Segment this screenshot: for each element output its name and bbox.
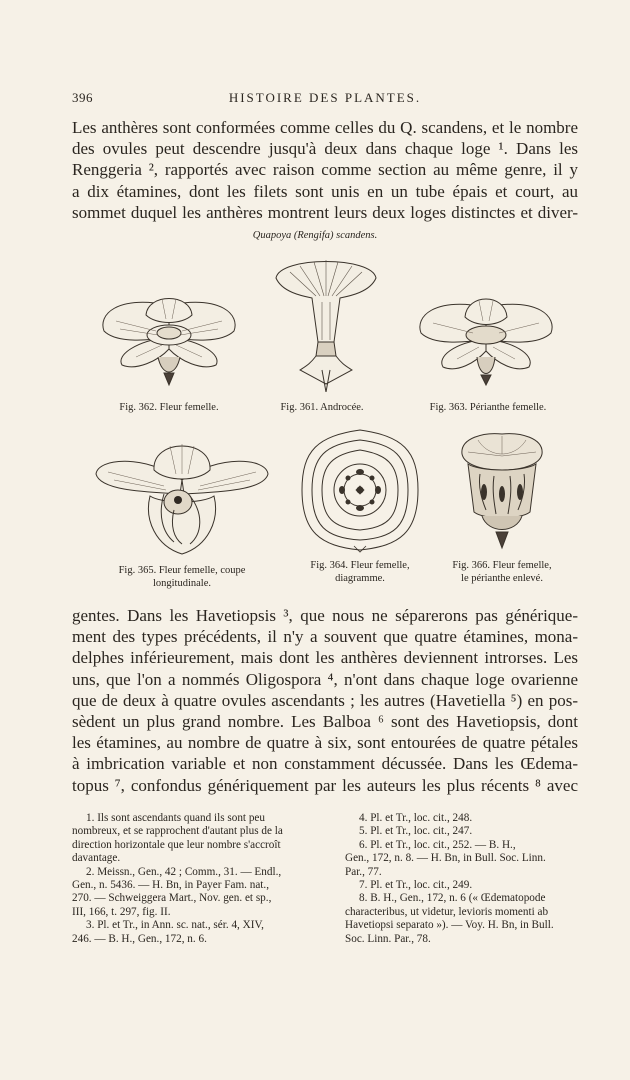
caption-line: Fig. 361. Androcée. <box>280 402 364 413</box>
caption-line: Fig. 362. Fleur femelle. <box>119 402 219 413</box>
figure-364-floral-diagram <box>298 428 422 554</box>
footnote-line: 8. B. H., Gen., 172, n. 6 (« Œdematopode <box>359 892 546 905</box>
caption-fig-361 <box>252 402 392 415</box>
footnote-line: Gen., n. 5436. — H. Bn, in Payer Fam. nat., <box>72 879 270 892</box>
footnote-line: davantage. <box>72 852 121 865</box>
footnote-line: 270. — Schweiggera Mart., Nov. gen. et sp., <box>72 892 272 905</box>
text-line: uns, que l'on a nommés Oligospora ⁴, n'ont dans chaque loge ovarienne <box>72 669 578 689</box>
perianth-illustration <box>413 285 559 389</box>
figure-group-title: Quapoya (Rengifa) scandens. <box>252 230 378 241</box>
text-line: que de deux à quatre ovules ascendants ; les autres (Havetiella ⁵) en pos- <box>72 690 578 710</box>
caption-line: diagramme. <box>335 572 385 584</box>
paragraph-1 <box>72 117 578 223</box>
figure-362-female-flower <box>96 285 242 389</box>
pistil-illustration <box>454 430 550 554</box>
figure-366-perianth-removed <box>454 430 550 554</box>
footnote-line: 5. Pl. et Tr., loc. cit., 247. <box>359 825 473 838</box>
caption-line: le périanthe enlevé. <box>461 572 543 584</box>
footnotes-right-column <box>345 812 581 946</box>
footnote-line: 4. Pl. et Tr., loc. cit., 248. <box>359 812 473 824</box>
footnote-line: 7. Pl. et Tr., loc. cit., 249. <box>359 879 473 892</box>
figure-361-androecium <box>270 252 382 392</box>
text-line: a dix étamines, dont les filets sont unis en un tube épais et court, au <box>72 181 578 201</box>
text-line: Renggeria ², rapportés avec raison comme section au même genre, il y <box>72 160 578 180</box>
paragraph-2 <box>72 605 578 796</box>
footnote-line: 246. — B. H., Gen., 172, n. 6. <box>72 932 207 945</box>
footnote-line: direction horizontale que leur nombre s'accroît <box>72 838 281 851</box>
footnote-line: 6. Pl. et Tr., loc. cit., 252. — B. H., <box>359 838 516 851</box>
text-line: gentes. Dans les Havetiopsis ³, que nous ne séparerons pas générique- <box>72 606 578 625</box>
caption-line: Fig. 365. Fleur femelle, coupe <box>118 565 246 576</box>
running-header <box>72 90 578 108</box>
text-line: ment des types précédents, il n'y a souvent que quatre étamines, mona- <box>72 627 578 647</box>
caption-fig-365 <box>94 565 270 590</box>
flower-illustration <box>96 285 242 389</box>
footnote-line: characteribus, ut videtur, levioris momenti ab <box>345 905 549 918</box>
text-line: à imbrication variable et non constamment décussée. Dans les Œdema- <box>72 754 578 774</box>
text-line: sommet duquel les anthères montrent leurs deux loges distinctes et diver- <box>72 202 578 222</box>
text-line: des ovules peut descendre jusqu'à deux dans chaque loge ¹. Dans les <box>72 139 578 159</box>
caption-line: longitudinale. <box>152 577 212 589</box>
caption-fig-363 <box>410 402 566 415</box>
caption-fig-366 <box>432 560 572 585</box>
footnote-line: III, 166, t. 297, fig. II. <box>72 905 171 918</box>
text-line: delphes inférieurement, mais dont les anthères deviennent introrses. Les <box>72 648 578 668</box>
caption-line: Fig. 364. Fleur femelle, <box>310 560 410 571</box>
section-illustration <box>94 434 270 560</box>
footnote-line: Soc. Linn. Par., 78. <box>345 932 431 945</box>
caption-line: Fig. 363. Périanthe femelle. <box>429 402 547 413</box>
page-number: 396 <box>72 90 93 105</box>
figure-363-female-perianth <box>413 285 559 389</box>
text-line: sèdent un plus grand nombre. Les Balboa ⁶ sont des Havetiopsis, dont <box>72 712 578 732</box>
footnote-line: Par., 77. <box>345 865 382 878</box>
footnote-line: 2. Meissn., Gen., 42 ; Comm., 31. — Endl., <box>86 865 282 878</box>
androecium-illustration <box>270 252 382 392</box>
footnote-line: 1. Ils sont ascendants quand ils sont peu <box>86 812 265 824</box>
text-line: topus ⁷, confondus génériquement par les auteurs les plus récents ⁸ avec <box>72 775 578 795</box>
footnote-line: 3. Pl. et Tr., in Ann. sc. nat., sér. 4, XIV, <box>86 919 264 932</box>
figure-365-longitudinal-section <box>94 434 270 560</box>
caption-fig-362 <box>96 402 242 415</box>
text-line: Les anthères sont conformées comme celles du Q. scandens, et le nombre <box>72 118 578 137</box>
footnote-line: nombreux, et se rapprochent d'autant plus de la <box>72 825 283 838</box>
footnotes-left-column <box>72 812 328 946</box>
footnote-line: Gen., 172, n. 8. — H. Bn, in Bull. Soc. Linn. <box>345 852 546 865</box>
caption-line: Fig. 366. Fleur femelle, <box>452 560 552 571</box>
footnote-line: Havetiopsi separato »). — Voy. H. Bn, in Bull. <box>345 919 554 932</box>
diagram-illustration <box>298 428 422 554</box>
text-line: les étamines, au nombre de quatre à six, sont entourées de quatre pétales <box>72 733 578 753</box>
running-title: HISTOIRE DES PLANTES. <box>228 90 422 105</box>
caption-fig-364 <box>290 560 430 585</box>
